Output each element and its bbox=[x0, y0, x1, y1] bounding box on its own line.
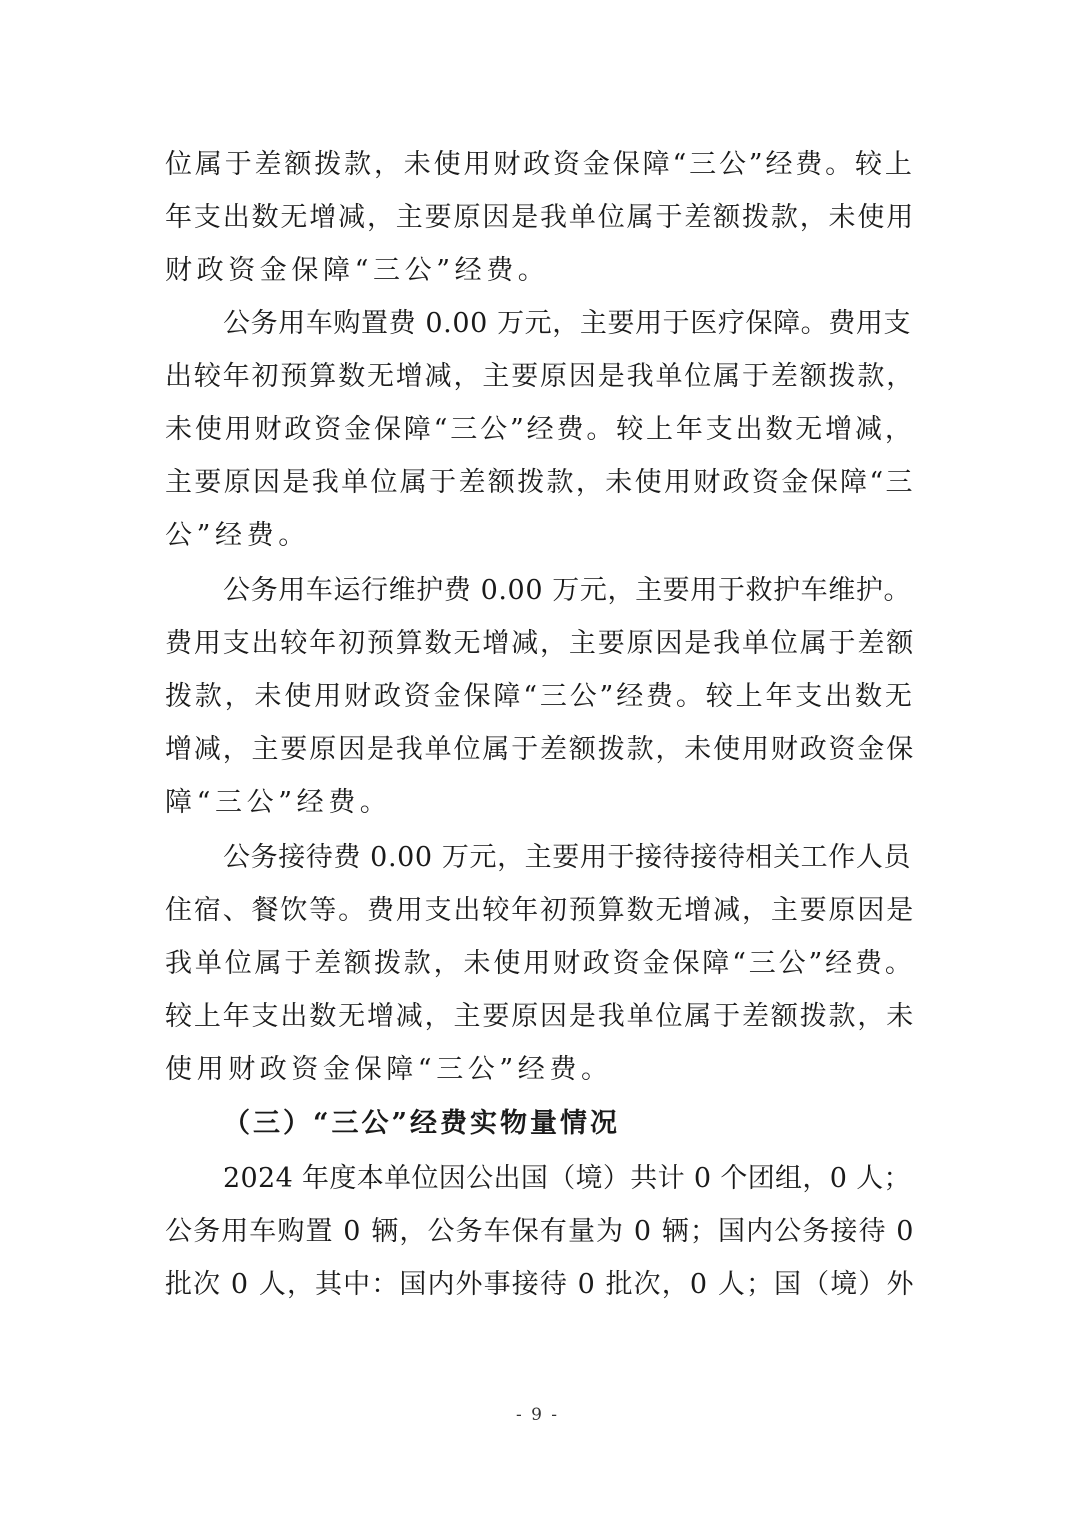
text-line: 位属于差额拨款，未使用财政资金保障“三公”经费。较上 bbox=[165, 149, 915, 180]
paragraph-start-line: 2024 年度本单位因公出国（境）共计 0 个团组，0 人； bbox=[223, 1163, 911, 1194]
paragraph-start-line: 公务用车购置费 0.00 万元，主要用于医疗保障。费用支 bbox=[223, 308, 912, 339]
text-line: 障“三公”经费。 bbox=[165, 787, 392, 818]
text-line: 增减，主要原因是我单位属于差额拨款，未使用财政资金保 bbox=[165, 734, 916, 765]
text-line: 我单位属于差额拨款，未使用财政资金保障“三公”经费。 bbox=[165, 948, 915, 979]
text-line: 主要原因是我单位属于差额拨款，未使用财政资金保障“三 bbox=[165, 467, 915, 498]
paragraph-start-line: 公务用车运行维护费 0.00 万元，主要用于救护车维护。 bbox=[223, 575, 912, 606]
section-heading: （三）“三公”经费实物量情况 bbox=[223, 1108, 621, 1139]
text-line: 公”经费。 bbox=[165, 520, 310, 551]
page-number: - 9 - bbox=[515, 1405, 560, 1425]
text-line: 费用支出较年初预算数无增减，主要原因是我单位属于差额 bbox=[165, 628, 916, 659]
text-line: 年支出数无增减，主要原因是我单位属于差额拨款，未使用 bbox=[165, 202, 916, 233]
text-line: 未使用财政资金保障“三公”经费。较上年支出数无增减， bbox=[165, 414, 915, 445]
text-line: 批次 0 人，其中：国内外事接待 0 批次，0 人；国（境）外 bbox=[165, 1269, 915, 1300]
paragraph-start-line: 公务接待费 0.00 万元，主要用于接待接待相关工作人员 bbox=[223, 842, 912, 873]
text-line: 出较年初预算数无增减，主要原因是我单位属于差额拨款， bbox=[165, 361, 916, 392]
text-line: 住宿、餐饮等。费用支出较年初预算数无增减，主要原因是 bbox=[165, 895, 916, 926]
text-line: 财政资金保障“三公”经费。 bbox=[165, 255, 550, 286]
text-line: 较上年支出数无增减，主要原因是我单位属于差额拨款，未 bbox=[165, 1001, 916, 1032]
text-line: 公务用车购置 0 辆，公务车保有量为 0 辆；国内公务接待 0 bbox=[165, 1216, 915, 1247]
text-line: 使用财政资金保障“三公”经费。 bbox=[165, 1054, 613, 1085]
text-line: 拨款，未使用财政资金保障“三公”经费。较上年支出数无 bbox=[165, 681, 915, 712]
